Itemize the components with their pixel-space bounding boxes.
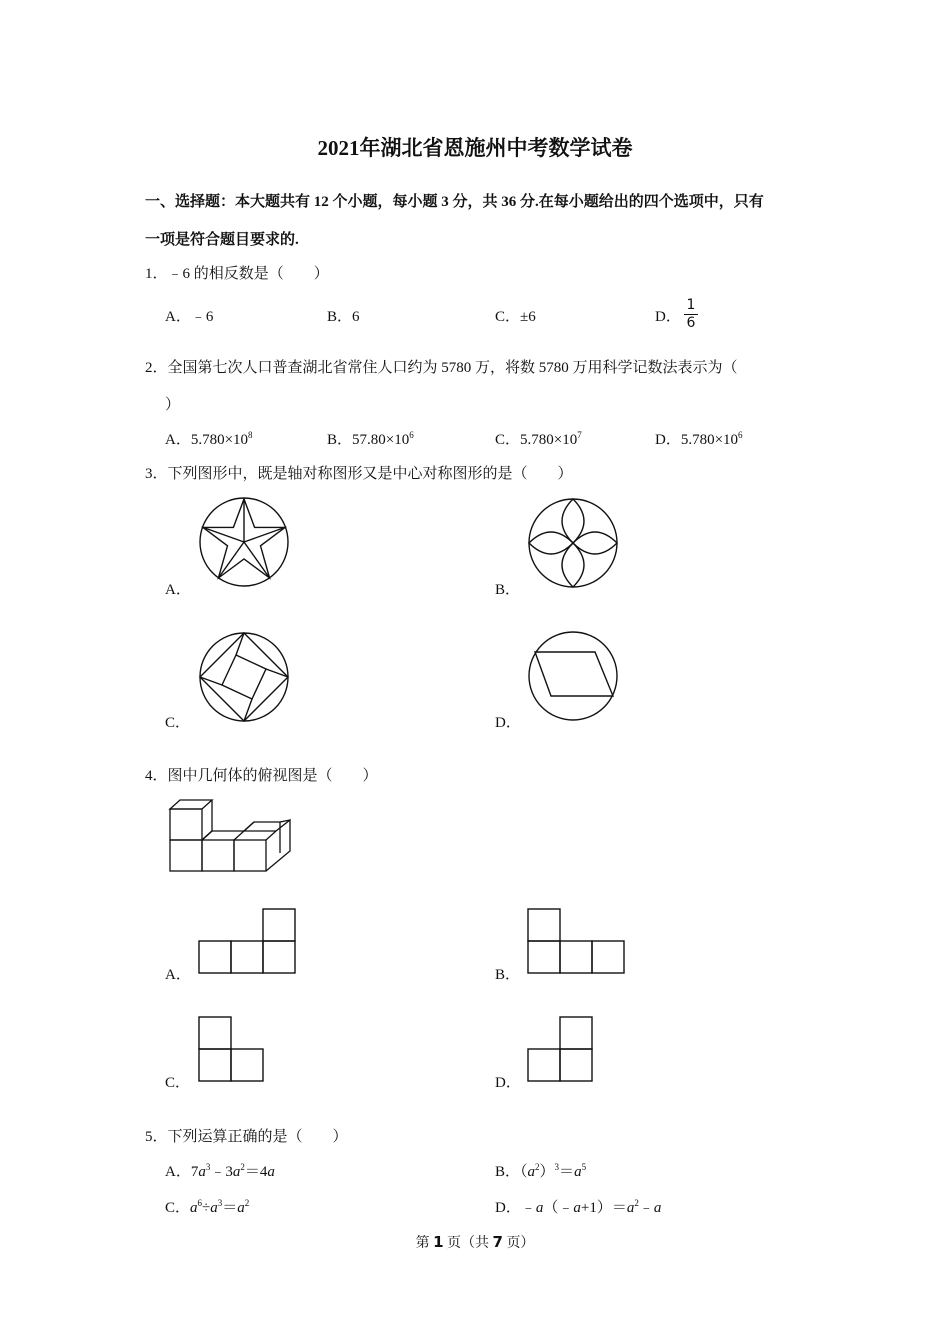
star-in-circle-figure xyxy=(198,496,290,588)
q4-option-d-label: D． xyxy=(495,1075,521,1091)
q2-stem-line2: ） xyxy=(165,397,181,413)
q3-option-a-label: A． xyxy=(165,582,191,598)
q3-stem: 3．下列图形中，既是轴对称图形又是中心对称图形的是（ ） xyxy=(145,466,573,482)
q3-option-d-label: D． xyxy=(495,715,521,731)
parallelogram-circle-figure xyxy=(527,630,619,722)
fraction-numerator: 1 xyxy=(684,297,698,315)
q1-option-a: A．﹣6 xyxy=(165,309,214,325)
q2-option-b: B．$57.80\times 10^6$ xyxy=(327,430,414,448)
pinwheel-square-circle-figure xyxy=(198,631,290,723)
q5-option-a: A．$7a^3﹣3a^2=4a$ xyxy=(165,1162,275,1180)
q2-option-d: D．$5.780\times 10^6$ xyxy=(655,430,743,448)
q5-option-c: C．$a^6\div a^3=a^2$ xyxy=(165,1198,250,1216)
page-title: 2021年湖北省恩施州中考数学试卷 xyxy=(317,136,633,160)
section-heading-line1: 一、选择题：本大题共有 12 个小题，每小题 3 分，共 36 分.在每小题给出的四个选项中，只有 xyxy=(145,194,764,210)
q4-option-c-label: C． xyxy=(165,1075,191,1091)
q1-option-b: B．6 xyxy=(327,309,360,325)
cube-solid-figure xyxy=(168,798,293,874)
q1-stem: 1．﹣6 的相反数是（ ） xyxy=(145,266,329,282)
q3-option-b-label: B． xyxy=(495,582,521,598)
q5-option-d: D．$﹣a(﹣a+1)=a^2﹣a$ xyxy=(495,1198,662,1216)
fraction-denominator: 6 xyxy=(686,315,696,331)
q2-stem-line1: 2．全国第七次人口普查湖北省常住人口约为 5780 万，将数 5780 万用科学记数法表示为（ xyxy=(145,360,738,376)
page-number: 1 xyxy=(433,1233,444,1251)
top-view-d-figure xyxy=(527,1016,593,1082)
q5-stem: 5．下列运算正确的是（ ） xyxy=(145,1129,348,1145)
q1-option-d-fraction xyxy=(684,297,698,332)
four-petal-circle-figure xyxy=(527,497,619,589)
q4-option-b-label: B． xyxy=(495,967,521,983)
top-view-b-figure xyxy=(527,907,625,974)
top-view-a-figure xyxy=(198,907,296,974)
q5-option-b: B．$(a^2)^3=a^5$ xyxy=(495,1162,587,1180)
q1-option-d-label: D． xyxy=(655,309,681,325)
page-total: 7 xyxy=(492,1233,503,1251)
q3-option-c-label: C． xyxy=(165,715,191,731)
q4-option-a-label: A． xyxy=(165,967,191,983)
section-heading-line2: 一项是符合题目要求的. xyxy=(145,232,299,248)
page-footer: 第 1 页（共 7 页） xyxy=(415,1233,535,1251)
q1-option-c: C．±6 xyxy=(495,309,536,325)
q2-option-c: C．$5.780\times 10^7$ xyxy=(495,430,582,448)
q2-option-a: A．$5.780\times 10^8$ xyxy=(165,430,253,448)
top-view-c-figure xyxy=(198,1016,264,1082)
q4-stem: 4．图中几何体的俯视图是（ ） xyxy=(145,768,378,784)
